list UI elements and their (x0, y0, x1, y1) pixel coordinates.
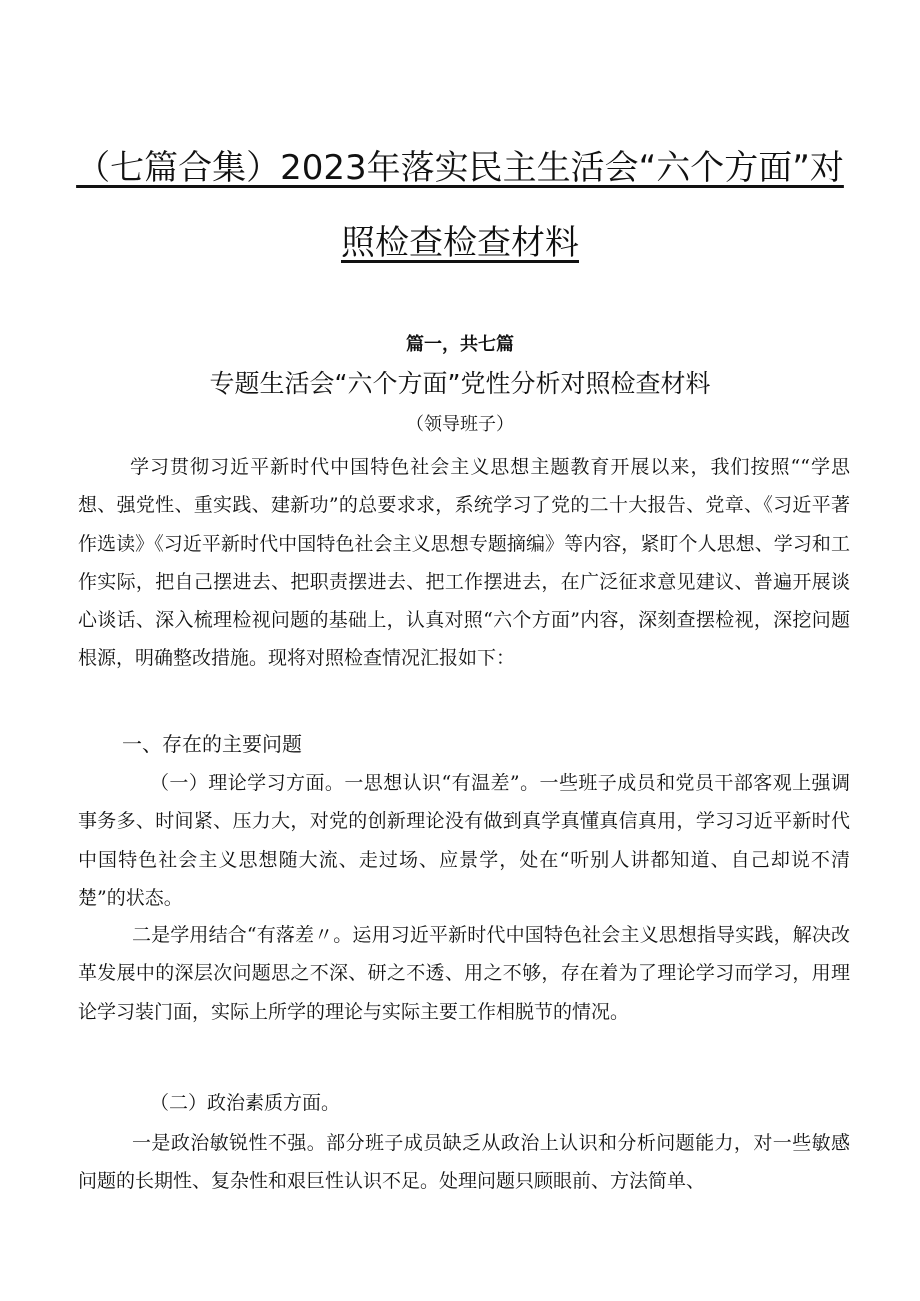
paragraph-political-sensitivity: 一是政治敏锐性不强。部分班子成员缺乏从政治上认识和分析问题能力，对一些敏感问题的长期性、复杂性和艰巨性认识不足。处理问题只顾眼前、方法简单、 (78, 1132, 850, 1193)
document-title-line-1: （七篇合集）2023年落实民主生活会“六个方面”对 (76, 148, 844, 188)
paragraph-theory-study: （一）理论学习方面。一思想认识“有温差”。一些班子成员和党员干部客观上强调事务多、时间紧、压力大，对党的创新理论没有做到真学真懂真信真用，学习习近平新时代中国特色社会主义思想随大流、走过场、应景学，处在“听别人讲都知道、自己却说不清楚”的状态。 (78, 772, 850, 909)
intro-paragraph: 学习贯彻习近平新时代中国特色社会主义思想主题教育开展以来，我们按照““学思想、强党性、重实践、建新功”的总要求求，系统学习了党的二十大报告、党章、《习近平著作选读》《习近平新时代中国特色社会主义思想专题摘编》等内容，紧盯个人思想、学习和工作实际，把自己摆进去、把职责摆进去、把工作摆进去，在广泛征求意见建议、普遍开展谈心谈话、深入梳理检视问题的基础上，认真对照“六个方面”内容，深刻查摆检视，深挖问题根源，明确整改措施。现将对照检查情况汇报如下： (78, 456, 850, 670)
part-label: 篇一，共七篇 (406, 334, 514, 355)
byline: （领导班子） (406, 414, 514, 435)
paragraph-theory-practice: 二是学用结合“有落差〃。运用习近平新时代中国特色社会主义思想指导实践，解决改革发展中的深层次问题思之不深、研之不透、用之不够，存在着为了理论学习而学习，用理论学习装门面，实际上所学的理论与实际主要工作相脱节的情况。 (78, 924, 850, 1023)
section-title: 专题生活会“六个方面”党性分析对照检查材料 (209, 369, 711, 398)
document-title-line-2: 照检查检查材料 (341, 223, 579, 263)
heading-political-quality: （二）政治素质方面。 (150, 1092, 341, 1114)
heading-main-problems: 一、存在的主要问题 (122, 732, 302, 756)
